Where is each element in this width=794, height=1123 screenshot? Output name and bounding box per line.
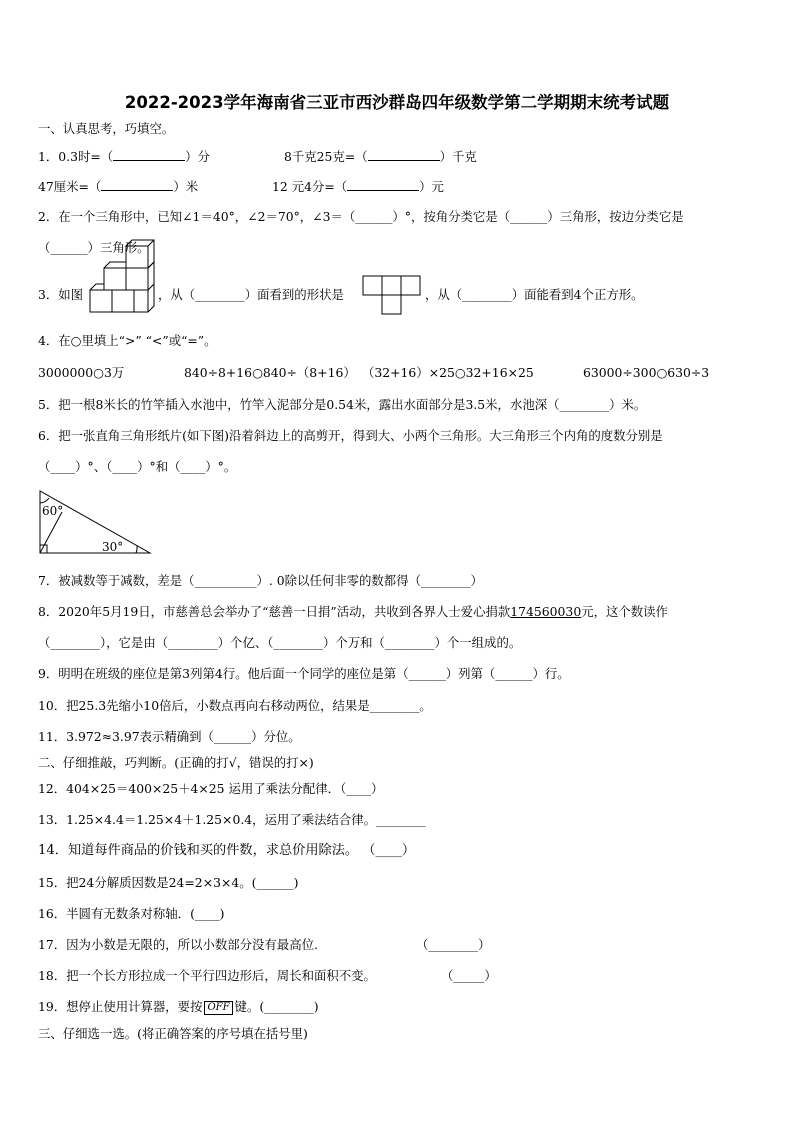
q4-item-3: （32+16）×25○32+16×25 xyxy=(362,365,534,380)
off-key-icon: OFF xyxy=(204,1001,232,1015)
q17: 17．因为小数是无限的，所以小数部分没有最高位. xyxy=(38,937,318,952)
q5: 5．把一根8米长的竹竿插入水池中，竹竿入泥部分是0.54米，露出水面部分是3.5米，水池深（________）米。 xyxy=(38,397,647,412)
q19: 19．想停止使用计算器，要按 OFF 键。(________) xyxy=(38,999,319,1014)
q1-part-d: 12 元4分=（ ）元 xyxy=(272,179,444,194)
angle-label-bottom: 30° xyxy=(102,540,124,554)
section-2-heading: 二、仔细推敲，巧判断。(正确的打√，错误的打×) xyxy=(38,755,314,770)
q10: 10．把25.3先缩小10倍后，小数点再向右移动两位，结果是________。 xyxy=(38,698,432,713)
q18-answer-blank: （_____） xyxy=(441,968,497,983)
section-3-heading: 三、仔细选一选。(将正确答案的序号填在括号里) xyxy=(38,1026,308,1041)
answer-blank[interactable] xyxy=(113,148,185,161)
q4-item-4: 63000÷300○630÷3 xyxy=(583,365,710,380)
q17-answer-blank: （________） xyxy=(416,937,491,952)
q1-part-b: 8千克25克=（ ）千克 xyxy=(284,149,477,164)
q15: 15．把24分解质因数是24=2×3×4。(______) xyxy=(38,875,299,890)
q3-prefix: 3．如图 xyxy=(38,287,84,302)
page-title: 2022-2023学年海南省三亚市西沙群岛四年级数学第二学期期末统考试题 xyxy=(124,93,670,112)
q1-part-a: 1．0.3时=（ ）分 xyxy=(38,149,210,164)
q18: 18．把一个长方形拉成一个平行四边形后，周长和面积不变。 xyxy=(38,968,376,983)
right-triangle-figure xyxy=(38,489,153,555)
q8-line-2: （________），它是由（________）个亿、（________）个万和（________）个一组成的。 xyxy=(38,635,522,650)
q11: 11．3.972≈3.97表示精确到（______）分位。 xyxy=(38,729,301,744)
answer-blank[interactable] xyxy=(368,148,440,161)
q3-middle: ，从（________）面看到的形状是 xyxy=(158,287,344,302)
front-view-shape xyxy=(363,276,423,316)
q4-item-2: 840÷8+16○840÷（8+16） xyxy=(184,365,356,380)
answer-blank[interactable] xyxy=(101,178,173,191)
q2-line-2: （______）三角形。 xyxy=(38,240,150,255)
q6-line-2: （____）°、（____）°和（____）°。 xyxy=(38,459,237,474)
answer-blank[interactable] xyxy=(347,178,419,191)
q1-part-c: 47厘米=（ ）米 xyxy=(38,179,199,194)
angle-label-top: 60° xyxy=(42,504,64,518)
donation-amount: 174560030 xyxy=(510,604,582,619)
q2-line-1: 2．在一个三角形中，已知∠1＝40°，∠2＝70°，∠3＝（______）°，按角分类它是（______）三角形，按边分类它是 xyxy=(38,209,684,224)
cube-stack-figure xyxy=(86,240,156,318)
q6-line-1: 6．把一张直角三角形纸片(如下图)沿着斜边上的高剪开，得到大、小两个三角形。大三角形三个内角的度数分别是 xyxy=(38,428,663,443)
section-1-heading: 一、认真思考，巧填空。 xyxy=(38,121,175,136)
q14: 14．知道每件商品的价钱和买的件数，求总价用除法。 （____） xyxy=(38,843,416,858)
q3-suffix: ，从（________）面能看到4个正方形。 xyxy=(425,287,644,302)
q4-item-1: 3000000○3万 xyxy=(38,365,125,380)
q9: 9．明明在班级的座位是第3列第4行。他后面一个同学的座位是第（______）列第（______）行。 xyxy=(38,666,570,681)
q12: 12．404×25＝400×25＋4×25 运用了乘法分配律．（____） xyxy=(38,781,384,796)
q7: 7．被减数等于减数，差是（__________）. 0除以任何非零的数都得（________） xyxy=(38,573,483,588)
q16: 16．半圆有无数条对称轴．(____) xyxy=(38,906,225,921)
q4-title: 4．在○里填上“>” “<”或“=”。 xyxy=(38,333,217,348)
q8-line-1: 8．2020年5月19日，市慈善总会举办了“慈善一日捐”活动，共收到各界人士爱心捐款174560030元，这个数读作 xyxy=(38,604,668,619)
q13: 13．1.25×4.4＝1.25×4＋1.25×0.4，运用了乘法结合律。________ xyxy=(38,812,426,827)
